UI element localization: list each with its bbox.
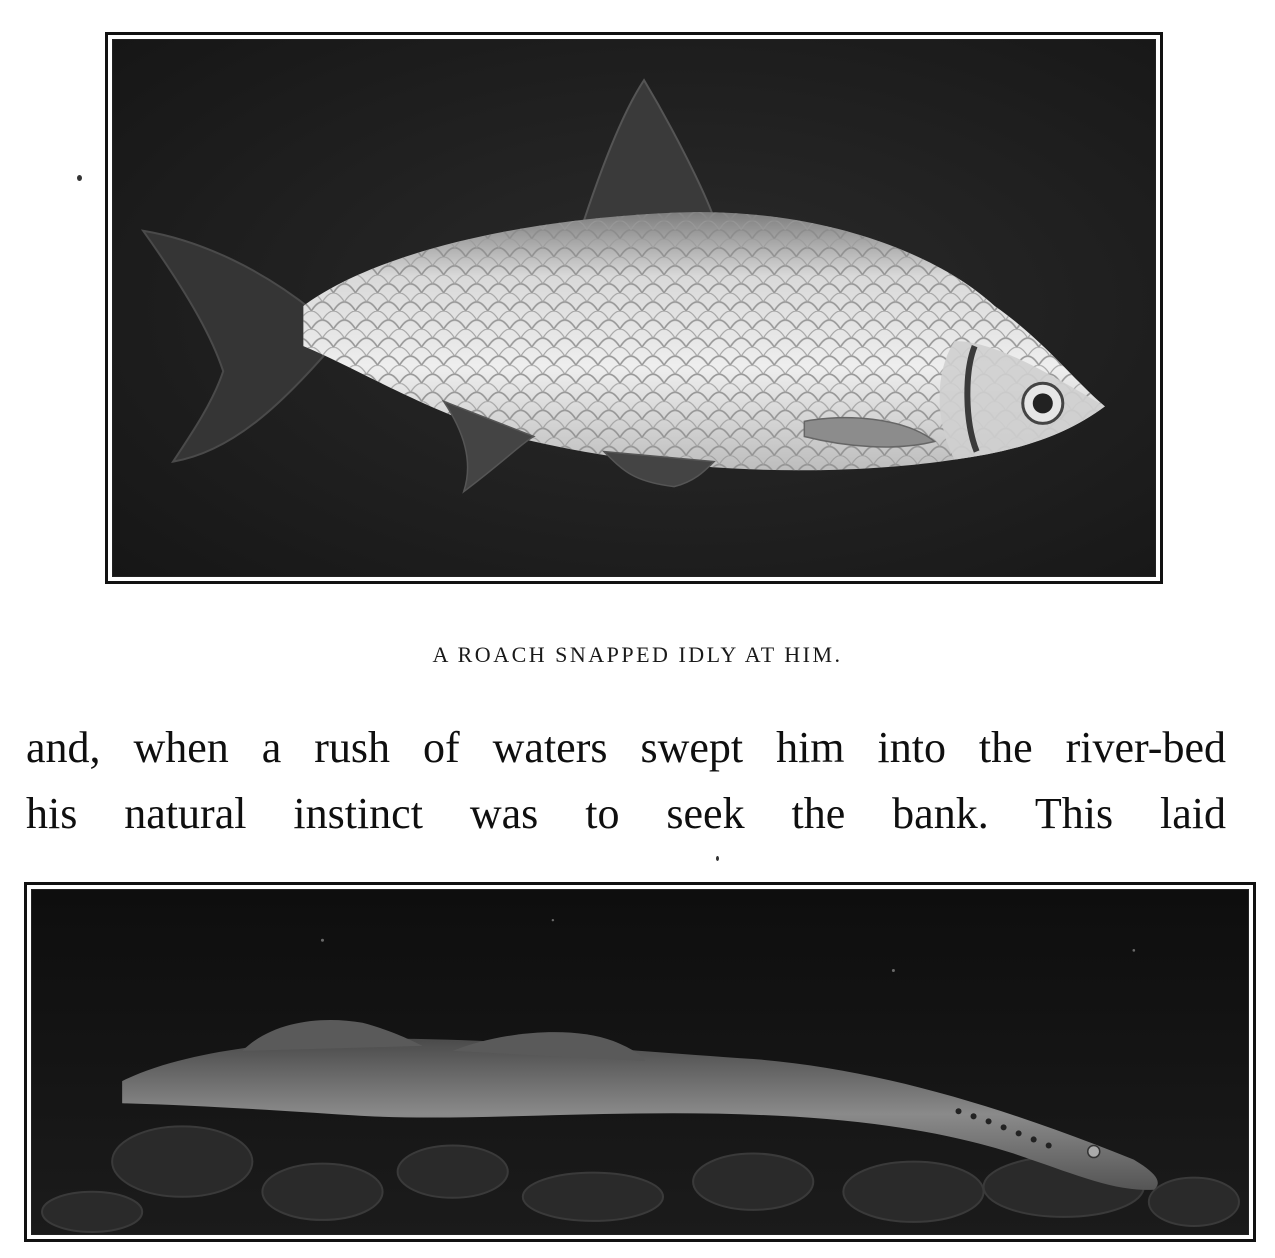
photo-caption: A ROACH SNAPPED IDLY AT HIM. (432, 642, 843, 667)
lamprey-photograph (24, 882, 1256, 1242)
ink-speck (77, 175, 82, 181)
lamprey-eye (1088, 1145, 1100, 1157)
body-text-line-2: his natural instinct was to seek the bank. This laid (26, 789, 1226, 838)
lamprey-illustration (32, 890, 1248, 1234)
ink-speck (716, 856, 719, 861)
body-text-line-1: and, when a rush of waters swept him into the river-bed (26, 723, 1226, 772)
lamprey-photo-frame (31, 889, 1249, 1235)
roach-photo-frame (112, 39, 1156, 577)
roach-illustration (113, 40, 1155, 576)
roach-photograph (105, 32, 1163, 584)
